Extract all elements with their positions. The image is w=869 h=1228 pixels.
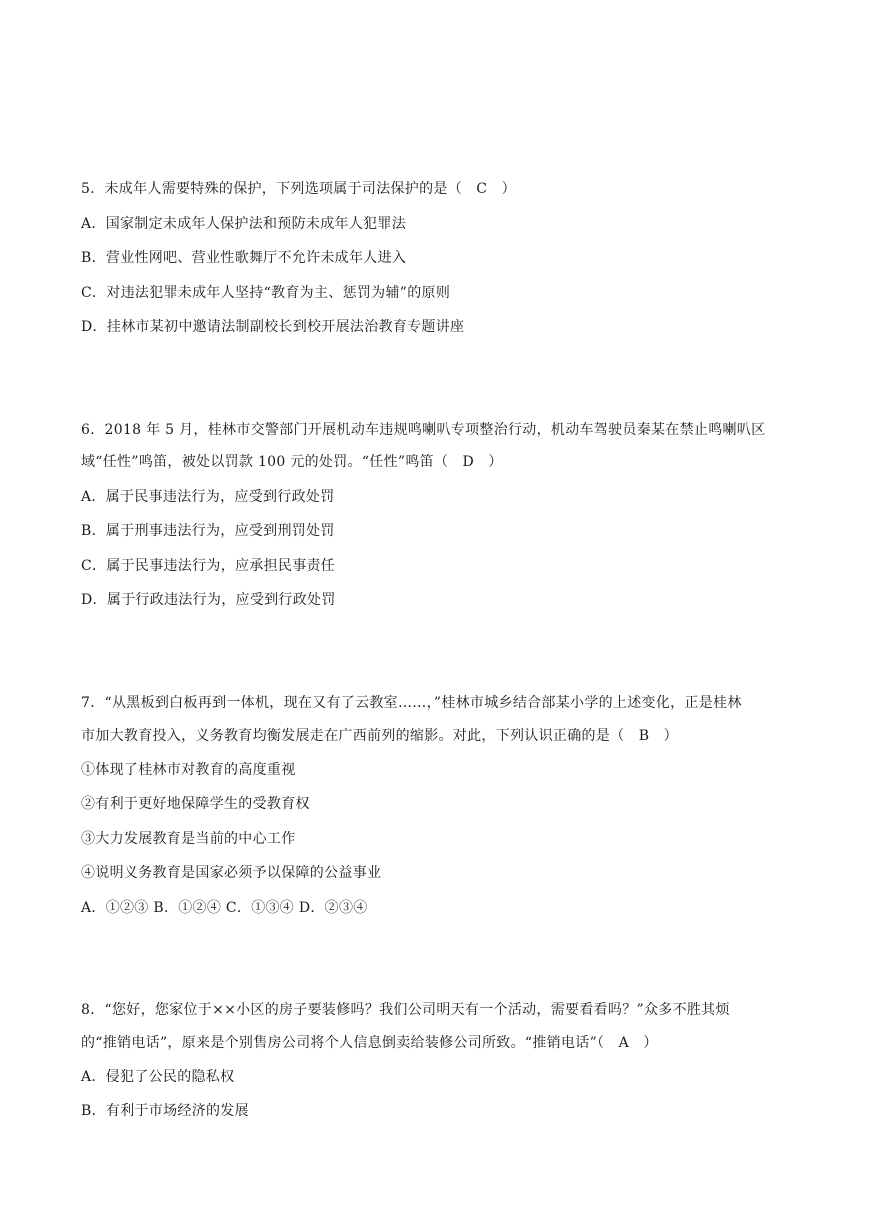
question-stem-cont: 的“推销电话”，原来是个别售房公司将个人信息倒卖给装修公司所致。“推销电话”（ A ） — [81, 1035, 658, 1051]
option-a: A．国家制定未成年人保护法和预防未成年人犯罪法 — [81, 216, 407, 232]
option-c: C．对违法犯罪未成年人坚持“教育为主、惩罚为辅”的原则 — [81, 285, 451, 301]
answer-choices: A．①②③ B．①②④ C．①③④ D．②③④ — [81, 900, 368, 916]
question-stem: 8．“您好，您家位于××小区的房子要装修吗？我们公司明天有一个活动，需要看看吗？”众多不胜其烦 — [81, 1002, 730, 1018]
option-a: A．属于民事违法行为，应受到行政处罚 — [81, 489, 335, 505]
statement-3: ③大力发展教育是当前的中心工作 — [81, 831, 296, 847]
option-b: B．属于刑事违法行为，应受到刑罚处罚 — [81, 523, 335, 539]
question-stem: 7．“从黑板到白板再到一体机，现在又有了云教室……，”桂林市城乡结合部某小学的上述变化，正是桂林 — [81, 695, 742, 711]
option-b: B．有利于市场经济的发展 — [81, 1103, 249, 1119]
statement-2: ②有利于更好地保障学生的受教育权 — [81, 796, 310, 812]
option-c: C．属于民事违法行为，应承担民事责任 — [81, 558, 336, 574]
statement-1: ①体现了桂林市对教育的高度重视 — [81, 762, 296, 778]
option-d: D．挂林市某初中邀请法制副校长到校开展法治教育专题讲座 — [81, 319, 465, 335]
question-stem: 6．2018 年 5 月，桂林市交警部门开展机动车违规鸣喇叭专项整治行动，机动车驾驶员秦某在禁止鸣喇叭区 — [81, 422, 766, 438]
statement-4: ④说明义务教育是国家必须予以保障的公益事业 — [81, 865, 382, 881]
option-a: A．侵犯了公民的隐私权 — [81, 1069, 235, 1085]
option-d: D．属于行政违法行为，应受到行政处罚 — [81, 592, 336, 608]
question-stem-cont: 域“任性”鸣笛，被处以罚款 100 元的处罚。“任性”鸣笛（ D ） — [81, 454, 503, 470]
question-stem: 5．未成年人需要特殊的保护，下列选项属于司法保护的是（ C ） — [81, 181, 516, 197]
question-stem-cont: 市加大教育投入，义务教育均衡发展走在广西前列的缩影。对此，下列认识正确的是（ B ） — [81, 728, 678, 744]
option-b: B．营业性网吧、营业性歌舞厅不允许未成年人进入 — [81, 250, 407, 266]
